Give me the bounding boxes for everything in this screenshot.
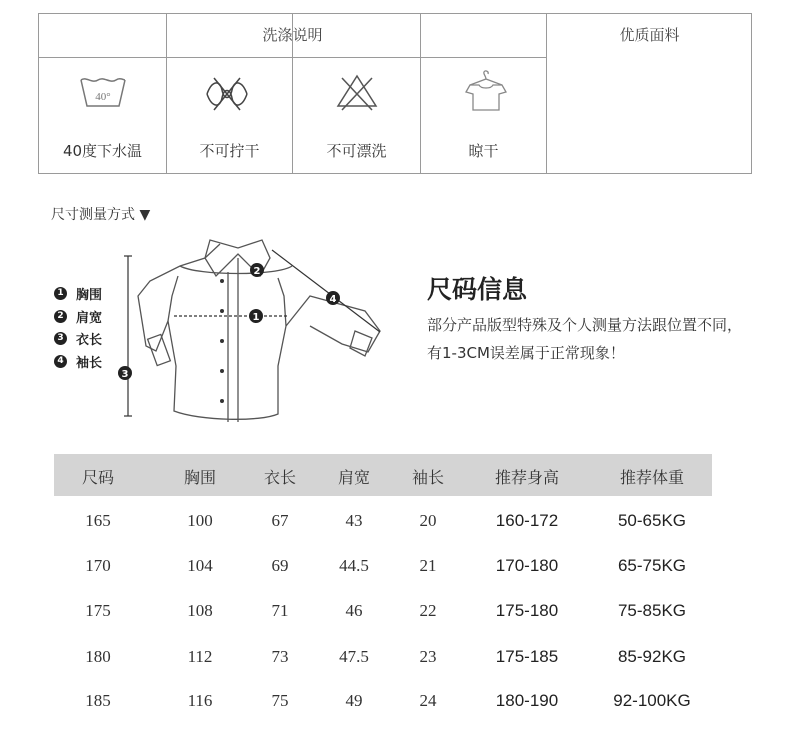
table-cell: 104 [187, 556, 213, 575]
number-badge: 3 [54, 332, 67, 345]
table-cell: 170-180 [495, 556, 559, 575]
legend-item [54, 282, 102, 305]
column-header: 推荐身高 [494, 468, 559, 487]
care-title: 洗涤说明 [262, 26, 323, 44]
table-cell: 69 [271, 556, 289, 575]
column-header: 推荐体重 [619, 468, 684, 487]
legend-label: 肩宽 [76, 310, 103, 326]
table-cell: 22 [419, 601, 437, 620]
legend-label: 胸围 [76, 287, 103, 303]
marker-number: 1 [252, 312, 260, 323]
column-header: 袖长 [411, 468, 444, 487]
table-cell: 175-180 [495, 601, 559, 620]
size-info-title: 尺码信息 [427, 275, 528, 304]
marker-3 [118, 366, 132, 380]
table-cell: 23 [419, 647, 437, 666]
table-cell: 65-75KG [617, 556, 687, 575]
table-cell: 180-190 [495, 691, 559, 710]
marker-number: 2 [253, 266, 261, 277]
number-badge: 1 [54, 287, 67, 300]
table-cell: 49 [345, 691, 363, 710]
number-badge: 2 [54, 310, 67, 323]
marker-4 [326, 291, 340, 305]
column-header: 衣长 [263, 468, 296, 487]
table-cell: 20 [419, 511, 437, 530]
table-cell: 92-100KG [613, 691, 691, 710]
table-cell: 75-85KG [617, 601, 687, 620]
measure-title: 尺寸测量方式 ▼ [51, 207, 151, 223]
table-cell: 185 [85, 691, 111, 710]
table-cell: 85-92KG [617, 647, 687, 666]
legend-label: 袖长 [76, 355, 103, 371]
wash-40-icon [78, 70, 128, 112]
table-cell: 100 [187, 511, 213, 530]
table-cell: 67 [271, 511, 289, 530]
column-header: 胸围 [183, 468, 216, 487]
no-bleach-icon [332, 70, 382, 112]
quality-label: 优质面料 [619, 26, 680, 44]
care-label: 不可拧干 [199, 142, 260, 160]
column-header: 尺码 [81, 468, 114, 487]
table-cell: 180 [85, 647, 111, 666]
no-wring-icon [202, 70, 252, 112]
care-label: 晾干 [468, 142, 499, 160]
table-cell: 116 [187, 691, 213, 710]
table-cell: 175 [85, 601, 111, 620]
legend-item [54, 305, 102, 328]
table-cell: 71 [271, 601, 289, 620]
table-cell: 50-65KG [617, 511, 687, 530]
table-cell: 24 [419, 691, 437, 710]
table-cell: 75 [271, 691, 289, 710]
table-cell: 112 [187, 647, 213, 666]
marker-number: 4 [329, 294, 337, 305]
table-cell: 160-172 [495, 511, 559, 530]
hang-dry-icon [461, 70, 511, 112]
care-label: 不可漂洗 [326, 142, 387, 160]
measure-legend [54, 282, 102, 373]
table-cell: 47.5 [339, 647, 369, 666]
marker-2 [250, 263, 264, 277]
table-cell: 165 [85, 511, 111, 530]
table-cell: 21 [419, 556, 437, 575]
marker-number: 3 [121, 369, 129, 380]
column-header: 肩宽 [337, 468, 370, 487]
table-cell: 43 [345, 511, 363, 530]
table-cell: 73 [271, 647, 289, 666]
size-info-text: 部分产品版型特殊及个人测量方法跟位置不同，有1-3CM误差属于正常现象！ [427, 316, 743, 362]
table-cell: 170 [85, 556, 111, 575]
legend-item [54, 327, 102, 350]
table-cell: 46 [345, 601, 363, 620]
number-badge: 4 [54, 355, 67, 368]
table-cell: 44.5 [339, 556, 369, 575]
legend-label: 衣长 [76, 333, 103, 349]
wash-temp-text: 40° [95, 91, 111, 103]
table-cell: 175-185 [495, 647, 559, 666]
shirt-diagram [110, 236, 400, 436]
divider [39, 57, 546, 58]
marker-1 [249, 309, 263, 323]
care-label: 40度下水温 [62, 142, 143, 160]
care-instructions-table [38, 13, 752, 174]
legend-item [54, 350, 102, 373]
table-cell: 108 [187, 601, 213, 620]
